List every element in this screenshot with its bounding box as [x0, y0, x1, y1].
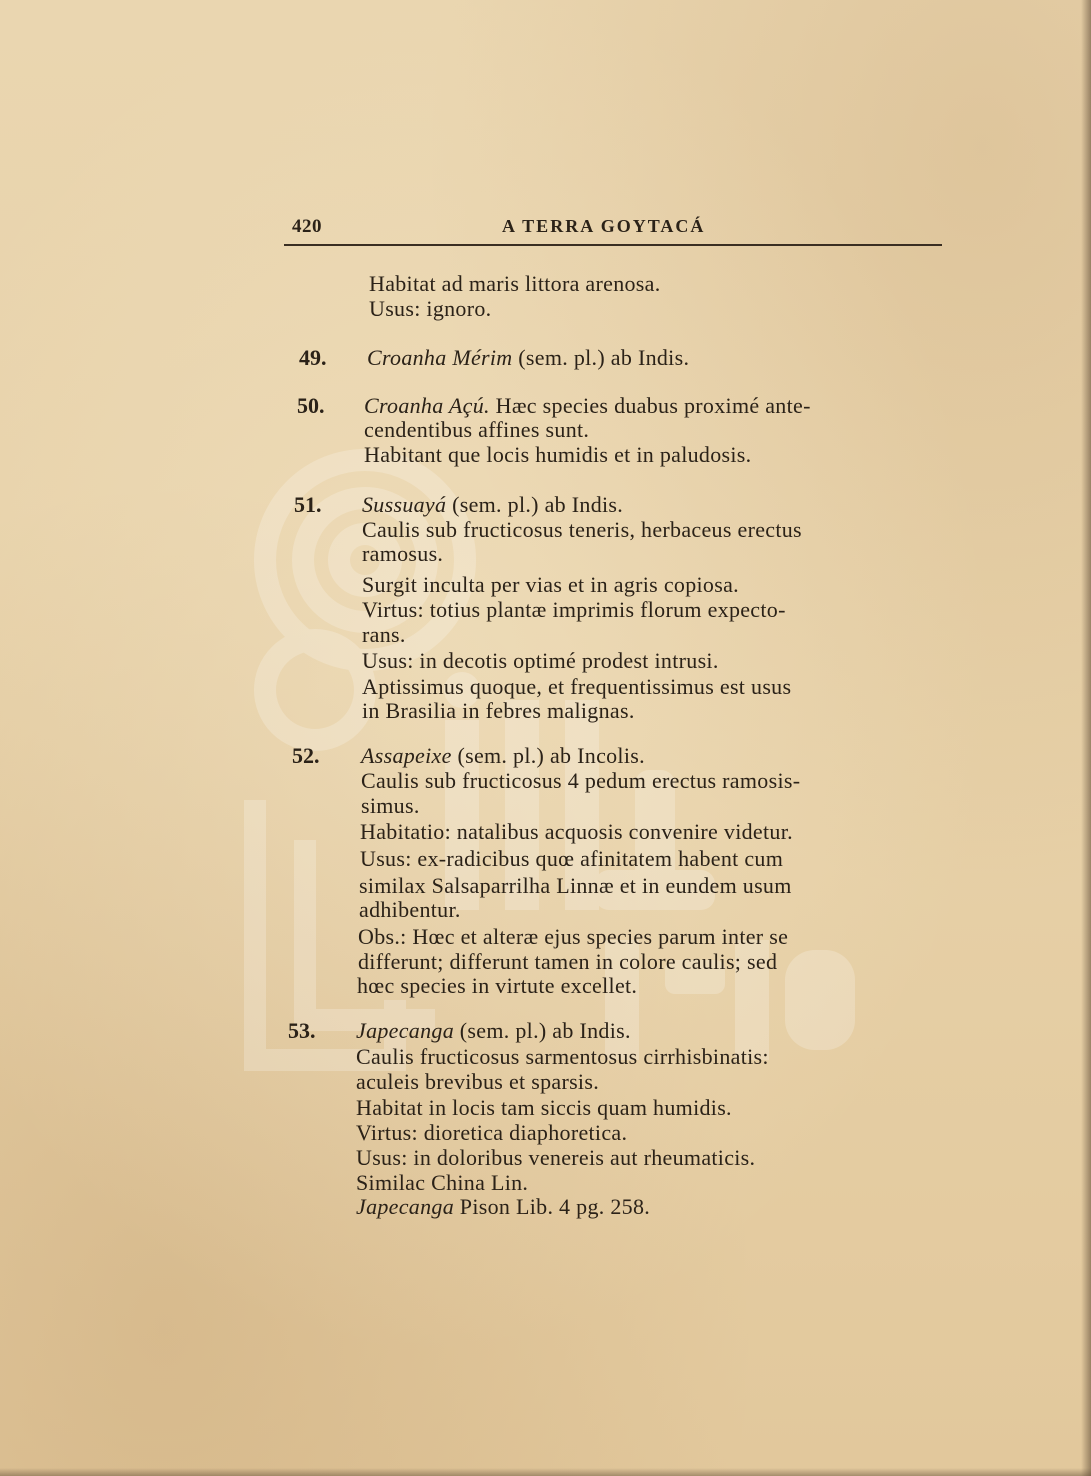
page-bottom-shadow [0, 1468, 1091, 1476]
species-name: Croanha Açú. [364, 393, 490, 418]
citation-text: Pison Lib. 4 pg. 258. [454, 1194, 651, 1219]
entry-line: cendentibus affines sunt. [364, 417, 590, 442]
entry-line: Aptissimus quoque, et frequentissimus est usus [362, 674, 792, 699]
entry-line: differunt; differunt tamen in colore caulis; sed [358, 949, 778, 974]
entry-line: Habitant que locis humidis et in paludosis. [364, 442, 752, 467]
entry-line: Habitatio: natalibus acquosis convenire videtur. [360, 819, 793, 844]
entry-line: hœc species in virtute excellet. [357, 973, 638, 998]
entry-line: ramosus. [362, 541, 444, 566]
entry-line: Caulis fructicosus sarmentosus cirrhisbinatis: [356, 1044, 769, 1069]
page-number: 420 [292, 216, 322, 237]
entry-number: 53. [288, 1018, 316, 1043]
species-name: Sussuayá [362, 492, 447, 517]
entry-number: 49. [299, 345, 327, 370]
entry-heading [361, 744, 645, 768]
entry-heading [362, 493, 623, 517]
entry-line: simus. [361, 793, 420, 818]
entry-line: rans. [362, 622, 406, 647]
entry-number: 52. [292, 743, 320, 768]
species-name: Croanha Mérim [367, 345, 513, 370]
entry-line: Caulis sub fructicosus teneris, herbaceus erectus [362, 517, 802, 542]
entry-line: Virtus: dioretica diaphoretica. [356, 1120, 628, 1145]
entry-heading-text: (sem. pl.) ab Incolis. [451, 743, 645, 768]
entry-line: Usus: ex-radicibus quœ afinitatem habent cum [360, 846, 784, 871]
entry-line: adhibentur. [359, 897, 461, 922]
citation-name: Japecanga [356, 1194, 454, 1219]
entry-heading-text: (sem. pl.) ab Indis. [512, 345, 690, 370]
citation-line [356, 1195, 650, 1219]
entry-heading [364, 394, 811, 418]
entry-heading [356, 1019, 631, 1043]
page-edge-shadow [1081, 0, 1091, 1476]
intro-line: Habitat ad maris littora arenosa. [369, 271, 661, 296]
entry-line: Habitat in locis tam siccis quam humidis. [356, 1095, 732, 1120]
species-name: Japecanga [356, 1018, 454, 1043]
entry-heading-text: (sem. pl.) ab Indis. [454, 1018, 631, 1043]
entry-number: 50. [297, 393, 325, 418]
entry-line: aculeis brevibus et sparsis. [356, 1069, 600, 1094]
entry-heading-text: (sem. pl.) ab Indis. [446, 492, 624, 517]
entry-line: in Brasilia in febres malignas. [362, 698, 635, 723]
running-head [284, 214, 942, 246]
entry-line: Usus: in decotis optimé prodest intrusi. [362, 648, 719, 673]
intro-line: Usus: ignoro. [369, 296, 492, 321]
entry-heading-text: Hæc species duabus proximé ante- [489, 393, 811, 418]
entry-line: Caulis sub fructicosus 4 pedum erectus ramosis- [361, 768, 801, 793]
entry-line: similax Salsaparrilha Linnæ et in eundem usum [359, 873, 792, 898]
entry-number: 51. [294, 492, 322, 517]
running-head-title: A TERRA GOYTACÁ [502, 216, 706, 236]
entry-line: Surgit inculta per vias et in agris copiosa. [362, 572, 739, 597]
species-name: Assapeixe [361, 743, 452, 768]
entry-line: Obs.: Hœc et alteræ ejus species parum inter se [358, 924, 789, 949]
entry-heading [367, 346, 689, 370]
entry-line: Virtus: totius plantæ imprimis florum expecto- [362, 597, 786, 622]
entry-line: Similac China Lin. [356, 1170, 529, 1195]
entry-line: Usus: in doloribus venereis aut rheumaticis. [356, 1145, 756, 1170]
